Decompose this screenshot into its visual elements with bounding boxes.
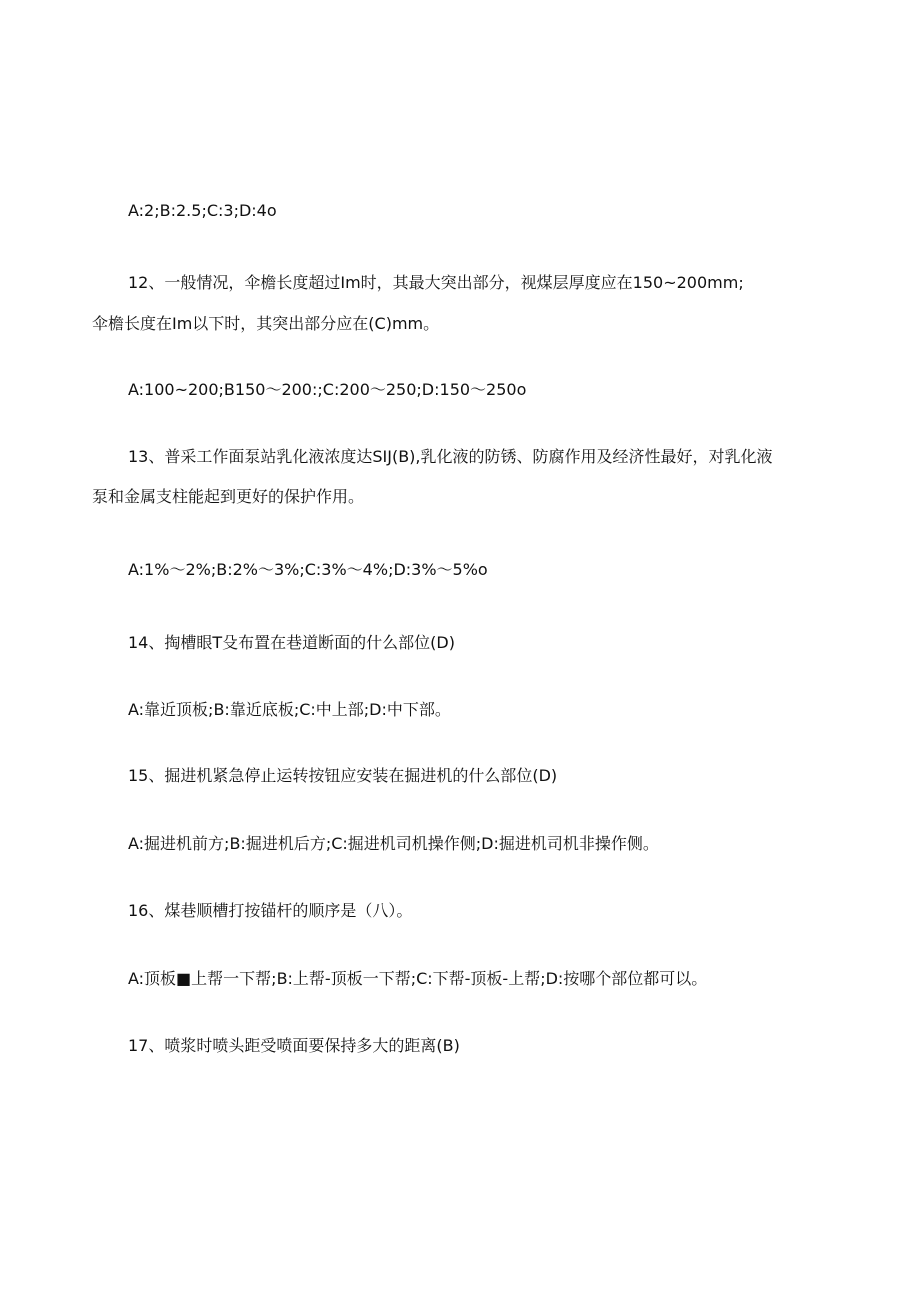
q15-question: 15、掘进机紧急停止运转按钮应安装在掘进机的什么部位(D) — [128, 766, 558, 785]
q12-question-line-2: 伞檐长度在Im以下时，其突出部分应在(C)mm。 — [92, 314, 440, 333]
q12-options: A:100~200;B150～200:;C:200～250;D:150～250o — [128, 380, 527, 399]
q17-question: 17、喷浆时喷头距受喷面要保持多大的距离(B) — [128, 1036, 460, 1055]
q15-options: A:掘进机前方;B:掘进机后方;C:掘进机司机操作侧;D:掘进机司机非操作侧。 — [128, 834, 659, 853]
q16-options: A:顶板■上帮一下帮;B:上帮-顶板一下帮;C:下帮-顶板-上帮;D:按哪个部位都可以。 — [128, 969, 708, 988]
q14-question: 14、掏槽眼T殳布置在巷道断面的什么部位(D) — [128, 633, 455, 652]
q12-question-line-1: 12、一般情况，伞檐长度超过Im时，其最大突出部分，视煤层厚度应在150~200mm; — [128, 273, 744, 292]
q13-options: A:1%～2%;B:2%～3%;C:3%～4%;D:3%～5%o — [128, 560, 488, 579]
q13-question-line-2: 泵和金属支柱能起到更好的保护作用。 — [92, 487, 365, 506]
q13-question-line-1: 13、普采工作面泵站乳化液浓度达SIJ(B),乳化液的防锈、防腐作用及经济性最好，对乳化液 — [128, 447, 773, 466]
q14-options: A:靠近顶板;B:靠近底板;C:中上部;D:中下部。 — [128, 700, 451, 719]
q11-options: A:2;B:2.5;C:3;D:4o — [128, 201, 277, 220]
q16-question: 16、煤巷顺槽打按锚杆的顺序是（八）。 — [128, 901, 413, 920]
